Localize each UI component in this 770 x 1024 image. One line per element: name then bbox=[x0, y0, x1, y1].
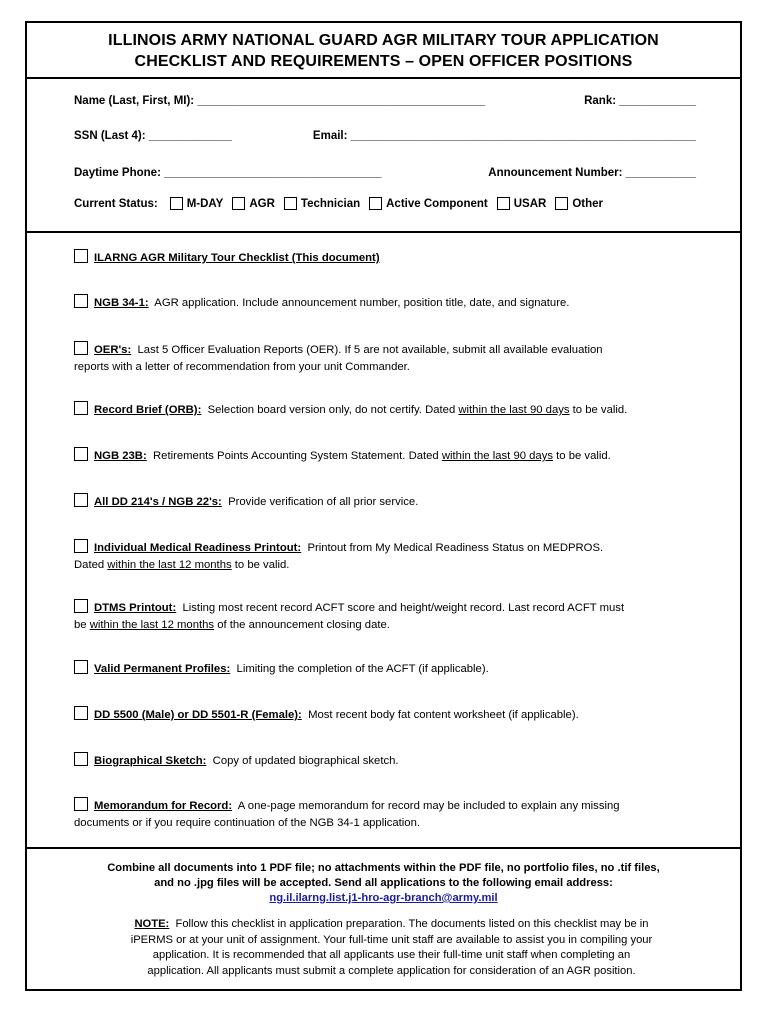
note-label: NOTE: bbox=[134, 918, 170, 930]
checklist-item-profiles: Valid Permanent Profiles: Limiting the completion of the ACFT (if applicable). bbox=[74, 660, 700, 678]
status-option-active-component[interactable]: Active Component bbox=[369, 197, 488, 212]
email-field[interactable]: Email: ______________________________________________________ bbox=[312, 130, 696, 142]
checklist-section bbox=[27, 233, 740, 849]
status-option-other[interactable]: Other bbox=[555, 197, 603, 212]
checkbox-icon[interactable] bbox=[74, 752, 88, 766]
combine-instructions: Combine all documents into 1 PDF file; no attachments within the PDF file, no portfolio files, no .tif files, and no .jpg files will be accepted. Send all applications to the following email address: ng.il.ilarng.list.j1-hro-agr-branch@army.mil bbox=[107, 862, 660, 904]
title-box bbox=[27, 23, 740, 79]
checkbox-icon[interactable] bbox=[555, 197, 568, 210]
status-option-technician[interactable]: Technician bbox=[284, 197, 360, 212]
checkbox-icon[interactable] bbox=[170, 197, 183, 210]
status-option-mday[interactable]: M-DAY bbox=[170, 197, 224, 212]
checklist-item-oers: OER's: Last 5 Officer Evaluation Reports (OER). If 5 are not available, submit all available evaluation reports with a letter of recommendation from your unit Commander. bbox=[74, 341, 700, 376]
checklist-item-mfr: Memorandum for Record: A one-page memorandum for record may be included to explain any missing documents or if you require continuation of the NGB 34-1 application. bbox=[74, 797, 700, 832]
checkbox-icon[interactable] bbox=[74, 249, 88, 263]
checkbox-icon[interactable] bbox=[74, 706, 88, 720]
checkbox-icon[interactable] bbox=[497, 197, 510, 210]
status-option-agr[interactable]: AGR bbox=[232, 197, 275, 212]
checkbox-icon[interactable] bbox=[74, 493, 88, 507]
checkbox-icon[interactable] bbox=[74, 660, 88, 674]
checklist-item-bio-sketch: Biographical Sketch: Copy of updated biographical sketch. bbox=[74, 752, 700, 770]
name-field[interactable]: Name (Last, First, MI): _____________________________________________ bbox=[74, 95, 486, 107]
checklist-item-medical: Individual Medical Readiness Printout: Printout from My Medical Readiness Status on MEDPROS. Dated within the last 12 months to be valid. bbox=[74, 539, 700, 574]
status-label: Current Status: bbox=[74, 198, 158, 210]
checkbox-icon[interactable] bbox=[74, 401, 88, 415]
checkbox-icon[interactable] bbox=[74, 341, 88, 355]
page-subtitle: CHECKLIST AND REQUIREMENTS – OPEN OFFICER POSITIONS bbox=[134, 53, 633, 70]
form-frame bbox=[25, 21, 742, 991]
checkbox-icon[interactable] bbox=[74, 797, 88, 811]
checklist-item-dd-214: All DD 214's / NGB 22's: Provide verification of all prior service. bbox=[74, 493, 700, 511]
status-option-usar[interactable]: USAR bbox=[497, 197, 547, 212]
checkbox-icon[interactable] bbox=[74, 447, 88, 461]
checklist-item-dd-5500: DD 5500 (Male) or DD 5501-R (Female): Most recent body fat content worksheet (if applicable). bbox=[74, 706, 700, 724]
checkbox-icon[interactable] bbox=[74, 539, 88, 553]
email-link[interactable]: ng.il.ilarng.list.j1-hro-agr-branch@army.mil bbox=[269, 892, 498, 904]
checklist-item-orb: Record Brief (ORB): Selection board version only, do not certify. Dated within the last 90 days to be valid. bbox=[74, 401, 700, 419]
checkbox-icon[interactable] bbox=[232, 197, 245, 210]
submission-footer bbox=[27, 849, 740, 989]
checkbox-icon[interactable] bbox=[74, 599, 88, 613]
checklist-item-ngb-34-1: NGB 34-1: AGR application. Include announcement number, position title, date, and signature. bbox=[74, 294, 700, 312]
phone-field[interactable]: Daytime Phone: __________________________________ bbox=[74, 167, 382, 179]
page-title: ILLINOIS ARMY NATIONAL GUARD AGR MILITARY TOUR APPLICATION bbox=[108, 32, 659, 49]
checkbox-icon[interactable] bbox=[284, 197, 297, 210]
applicant-info-section bbox=[27, 79, 740, 233]
ssn-field[interactable]: SSN (Last 4): _____________ bbox=[74, 130, 232, 142]
checklist-item-dtms: DTMS Printout: Listing most recent record ACFT score and height/weight record. Last record ACFT must be within the last 12 months of the announcement closing date. bbox=[74, 599, 700, 634]
checklist-item-ilarng: ILARNG AGR Military Tour Checklist (This document) bbox=[74, 249, 700, 267]
rank-field[interactable]: Rank: ____________ bbox=[584, 95, 696, 107]
announcement-field[interactable]: Announcement Number: ___________ bbox=[488, 167, 696, 179]
checkbox-icon[interactable] bbox=[369, 197, 382, 210]
note-paragraph: NOTE: Follow this checklist in application preparation. The documents listed on this checklist may be in iPERMS or at your unit of assignment. Your full-time unit staff are available to assist you in compiling your application. It is recommended that all applicants use their full-time unit staff when completing an application. All applicants must submit a complete application for consideration of an AGR position. bbox=[130, 918, 653, 977]
checklist-item-ngb-23b: NGB 23B: Retirements Points Accounting System Statement. Dated within the last 90 days to be valid. bbox=[74, 447, 700, 465]
checkbox-icon[interactable] bbox=[74, 294, 88, 308]
